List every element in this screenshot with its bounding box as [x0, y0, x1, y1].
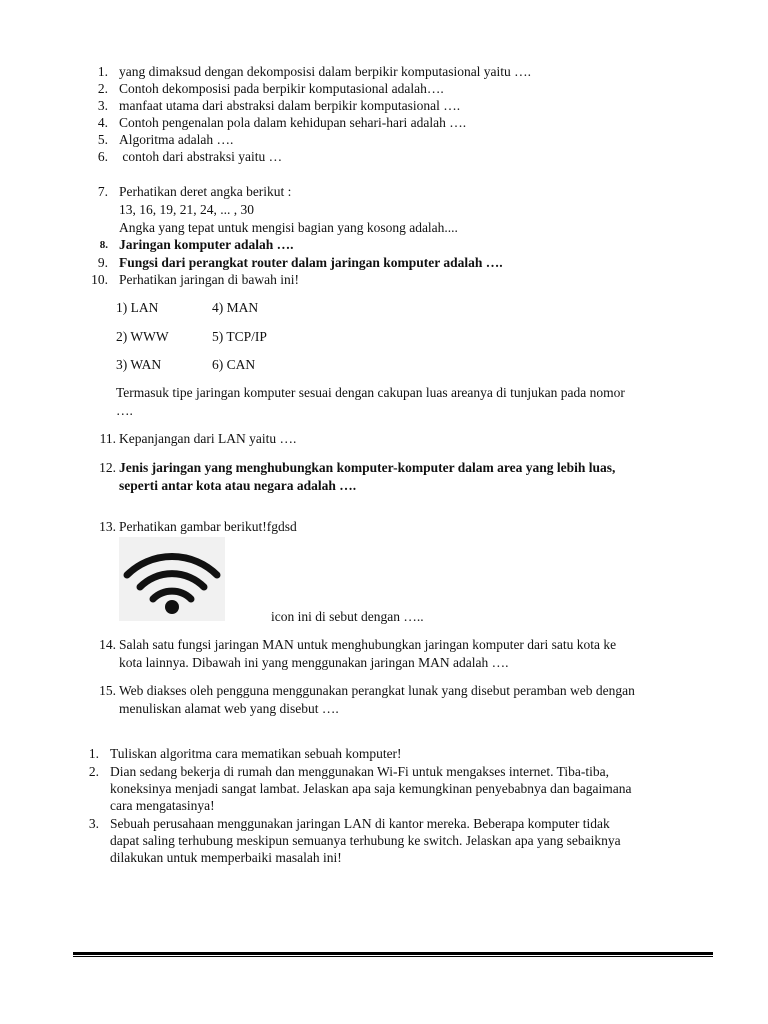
item-number: 5. — [97, 132, 108, 147]
item-number: 7. — [97, 184, 108, 199]
essay-question-3-line: dapat saling terhubung meskipun semuanya terhubung ke switch. Jelaskan apa yang sebaiknya — [110, 833, 621, 848]
essay-question-2: Dian sedang bekerja di rumah dan menggunakan Wi-Fi untuk mengakses internet. Tiba-tiba, — [110, 764, 609, 779]
item-number: 12. — [99, 460, 116, 475]
essay-question-3-line: dilakukan untuk memperbaiki masalah ini! — [110, 850, 342, 865]
item-number: 11. — [99, 431, 116, 446]
question-12: Jenis jaringan yang menghubungkan komputer-komputer dalam area yang lebih luas, — [119, 460, 616, 475]
item-number: 2. — [97, 81, 108, 96]
question-10-prompt: Termasuk tipe jaringan komputer sesuai dengan cakupan luas areanya di tunjukan pada nomor — [116, 385, 625, 400]
question-12-cont: seperti antar kota atau negara adalah …. — [119, 478, 357, 493]
network-option: 1) LAN — [116, 300, 159, 315]
number-sequence: 13, 16, 19, 21, 24, ... , 30 — [119, 202, 254, 217]
item-number: 8. — [99, 239, 108, 251]
essay-question-3: Sebuah perusahaan menggunakan jaringan LAN di kantor mereka. Beberapa komputer tidak — [110, 816, 610, 831]
network-option: 5) TCP/IP — [212, 329, 267, 344]
item-number: 15. — [99, 683, 116, 698]
network-option: 2) WWW — [116, 329, 169, 344]
essay-question-2-line: cara mengatasinya! — [110, 798, 215, 813]
item-number: 3. — [97, 98, 108, 113]
essay-question-2-line: koneksinya menjadi sangat lambat. Jelaskan apa saja kemungkinan penyebabnya dan bagaimana — [110, 781, 632, 796]
question-13: Perhatikan gambar berikut!fgdsd — [119, 519, 297, 534]
item-number: 9. — [97, 255, 108, 270]
item-number: 4. — [97, 115, 108, 130]
question-11: Kepanjangan dari LAN yaitu …. — [119, 431, 297, 446]
network-option: 6) CAN — [212, 357, 256, 372]
question-14: Salah satu fungsi jaringan MAN untuk menghubungkan jaringan komputer dari satu kota ke — [119, 637, 617, 652]
wifi-icon — [119, 537, 225, 621]
question-15-cont: menuliskan alamat web yang disebut …. — [119, 701, 339, 716]
item-number: 14. — [99, 637, 116, 652]
question-9: Fungsi dari perangkat router dalam jaringan komputer adalah …. — [119, 255, 503, 270]
essay-number: 1. — [88, 746, 99, 761]
item-number: 13. — [99, 519, 116, 534]
question-6: contoh dari abstraksi yaitu … — [119, 149, 283, 164]
question-14-cont: kota lainnya. Dibawah ini yang menggunakan jaringan MAN adalah …. — [119, 655, 509, 670]
question-10-prompt-end: …. — [116, 403, 133, 418]
question-15: Web diakses oleh pengguna menggunakan perangkat lunak yang disebut peramban web dengan — [119, 683, 635, 698]
question-3: manfaat utama dari abstraksi dalam berpikir komputasional …. — [119, 98, 461, 113]
question-10: Perhatikan jaringan di bawah ini! — [119, 272, 299, 287]
essay-question-1: Tuliskan algoritma cara mematikan sebuah komputer! — [110, 746, 402, 761]
essay-number: 3. — [88, 816, 99, 831]
question-7: Perhatikan deret angka berikut : — [119, 184, 292, 199]
question-8: Jaringan komputer adalah …. — [119, 237, 294, 252]
question-1: yang dimaksud dengan dekomposisi dalam berpikir komputasional yaitu …. — [119, 64, 532, 79]
network-option: 4) MAN — [212, 300, 259, 315]
essay-number: 2. — [88, 764, 99, 779]
item-number: 10. — [91, 272, 108, 287]
footer-rule-thin — [73, 956, 713, 957]
question-5: Algoritma adalah …. — [119, 132, 234, 147]
question-4: Contoh pengenalan pola dalam kehidupan sehari-hari adalah …. — [119, 115, 467, 130]
question-2: Contoh dekomposisi pada berpikir komputasional adalah…. — [119, 81, 444, 96]
network-option: 3) WAN — [116, 357, 162, 372]
footer-rule — [73, 952, 713, 955]
icon-caption: icon ini di sebut dengan ….. — [271, 609, 424, 624]
question-7-prompt: Angka yang tepat untuk mengisi bagian yang kosong adalah.... — [119, 220, 458, 235]
item-number: 6. — [97, 149, 108, 164]
item-number: 1. — [97, 64, 108, 79]
